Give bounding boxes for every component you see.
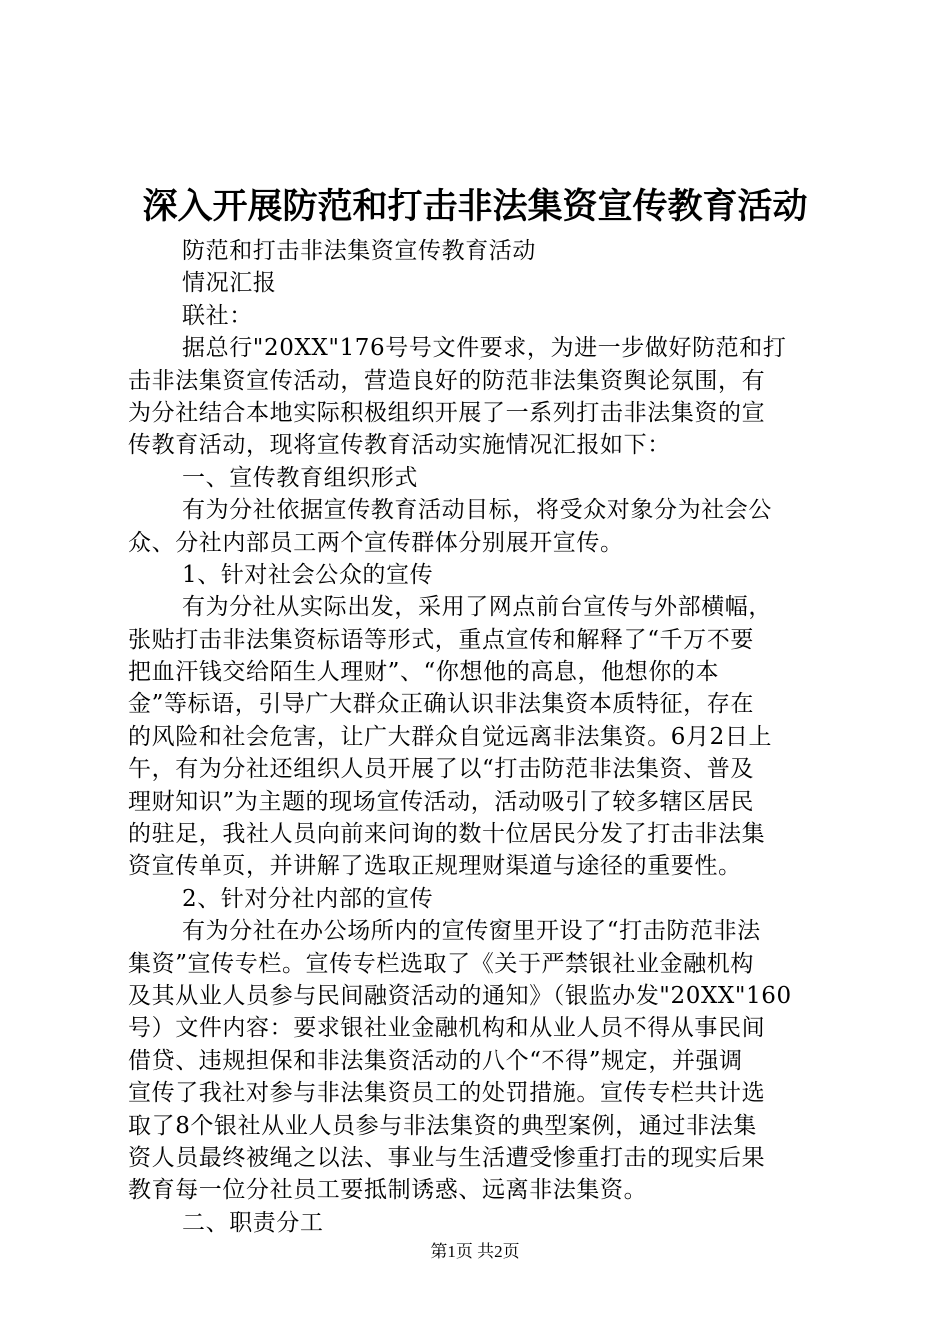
- paragraph-line: 宣传了我社对参与非法集资员工的处罚措施。宣传专栏共计选: [128, 1080, 766, 1107]
- paragraph-line: 号）文件内容：要求银社业金融机构和从业人员不得从事民间: [128, 1015, 766, 1042]
- paragraph-line: 为分社结合本地实际积极组织开展了一系列打击非法集资的宣: [128, 399, 766, 426]
- paragraph-line: 据总行"20XX"176号号文件要求，为进一步做好防范和打: [182, 335, 787, 362]
- paragraph-line: 众、分社内部员工两个宣传群体分别展开宣传。: [128, 529, 624, 556]
- paragraph-line: 取了8个银社从业人员参与非法集资的典型案例，通过非法集: [128, 1112, 757, 1139]
- paragraph-line: 理财知识”为主题的现场宣传活动，活动吸引了较多辖区居民: [128, 788, 754, 815]
- paragraph-line: 教育每一位分社员工要抵制诱惑、远离非法集资。: [128, 1177, 648, 1204]
- subsection-heading: 2、针对分社内部的宣传: [182, 885, 434, 912]
- subsection-heading: 1、针对社会公众的宣传: [182, 561, 434, 588]
- paragraph-line: 资人员最终被绳之以法、事业与生活遭受惨重打击的现实后果: [128, 1144, 766, 1171]
- section-heading: 二、职责分工: [182, 1209, 324, 1236]
- paragraph-line: 资宣传单页，并讲解了选取正规理财渠道与途径的重要性。: [128, 853, 742, 880]
- page-footer: 第1页 共2页: [430, 1242, 520, 1261]
- paragraph-line: 集资”宣传专栏。宣传专栏选取了《关于严禁银社业金融机构: [128, 950, 754, 977]
- paragraph-line: 击非法集资宣传活动，营造良好的防范非法集资舆论氛围，有: [128, 367, 766, 394]
- paragraph-line: 午，有为分社还组织人员开展了以“打击防范非法集资、普及: [128, 756, 754, 783]
- paragraph-line: 金”等标语，引导广大群众正确认识非法集资本质特征，存在: [128, 691, 754, 718]
- subtitle-line: 情况汇报: [182, 270, 277, 297]
- section-heading: 一、宣传教育组织形式: [182, 464, 418, 491]
- paragraph-line: 张贴打击非法集资标语等形式，重点宣传和解释了“千万不要: [128, 626, 754, 653]
- paragraph-line: 有为分社依据宣传教育活动目标，将受众对象分为社会公: [182, 497, 772, 524]
- paragraph-line: 传教育活动，现将宣传教育活动实施情况汇报如下：: [128, 432, 671, 459]
- paragraph-line: 的驻足，我社人员向前来问询的数十位居民分发了打击非法集: [128, 821, 766, 848]
- paragraph-line: 及其从业人员参与民间融资活动的通知》（银监办发"20XX"160: [128, 982, 792, 1009]
- paragraph-line: 有为分社在办公场所内的宣传窗里开设了“打击防范非法: [182, 918, 761, 945]
- paragraph-line: 把血汗钱交给陌生人理财”、“你想他的高息，他想你的本: [128, 659, 720, 686]
- salutation-line: 联社：: [182, 302, 253, 329]
- document-title: 深入开展防范和打击非法集资宣传教育活动: [142, 186, 808, 227]
- paragraph-line: 有为分社从实际出发，采用了网点前台宣传与外部横幅，: [182, 594, 772, 621]
- subtitle-line: 防范和打击非法集资宣传教育活动: [182, 238, 536, 264]
- paragraph-line: 借贷、违规担保和非法集资活动的八个“不得”规定，并强调: [128, 1047, 743, 1074]
- paragraph-line: 的风险和社会危害，让广大群众自觉远离非法集资。6月2日上: [128, 723, 773, 750]
- document-body: [128, 235, 830, 1239]
